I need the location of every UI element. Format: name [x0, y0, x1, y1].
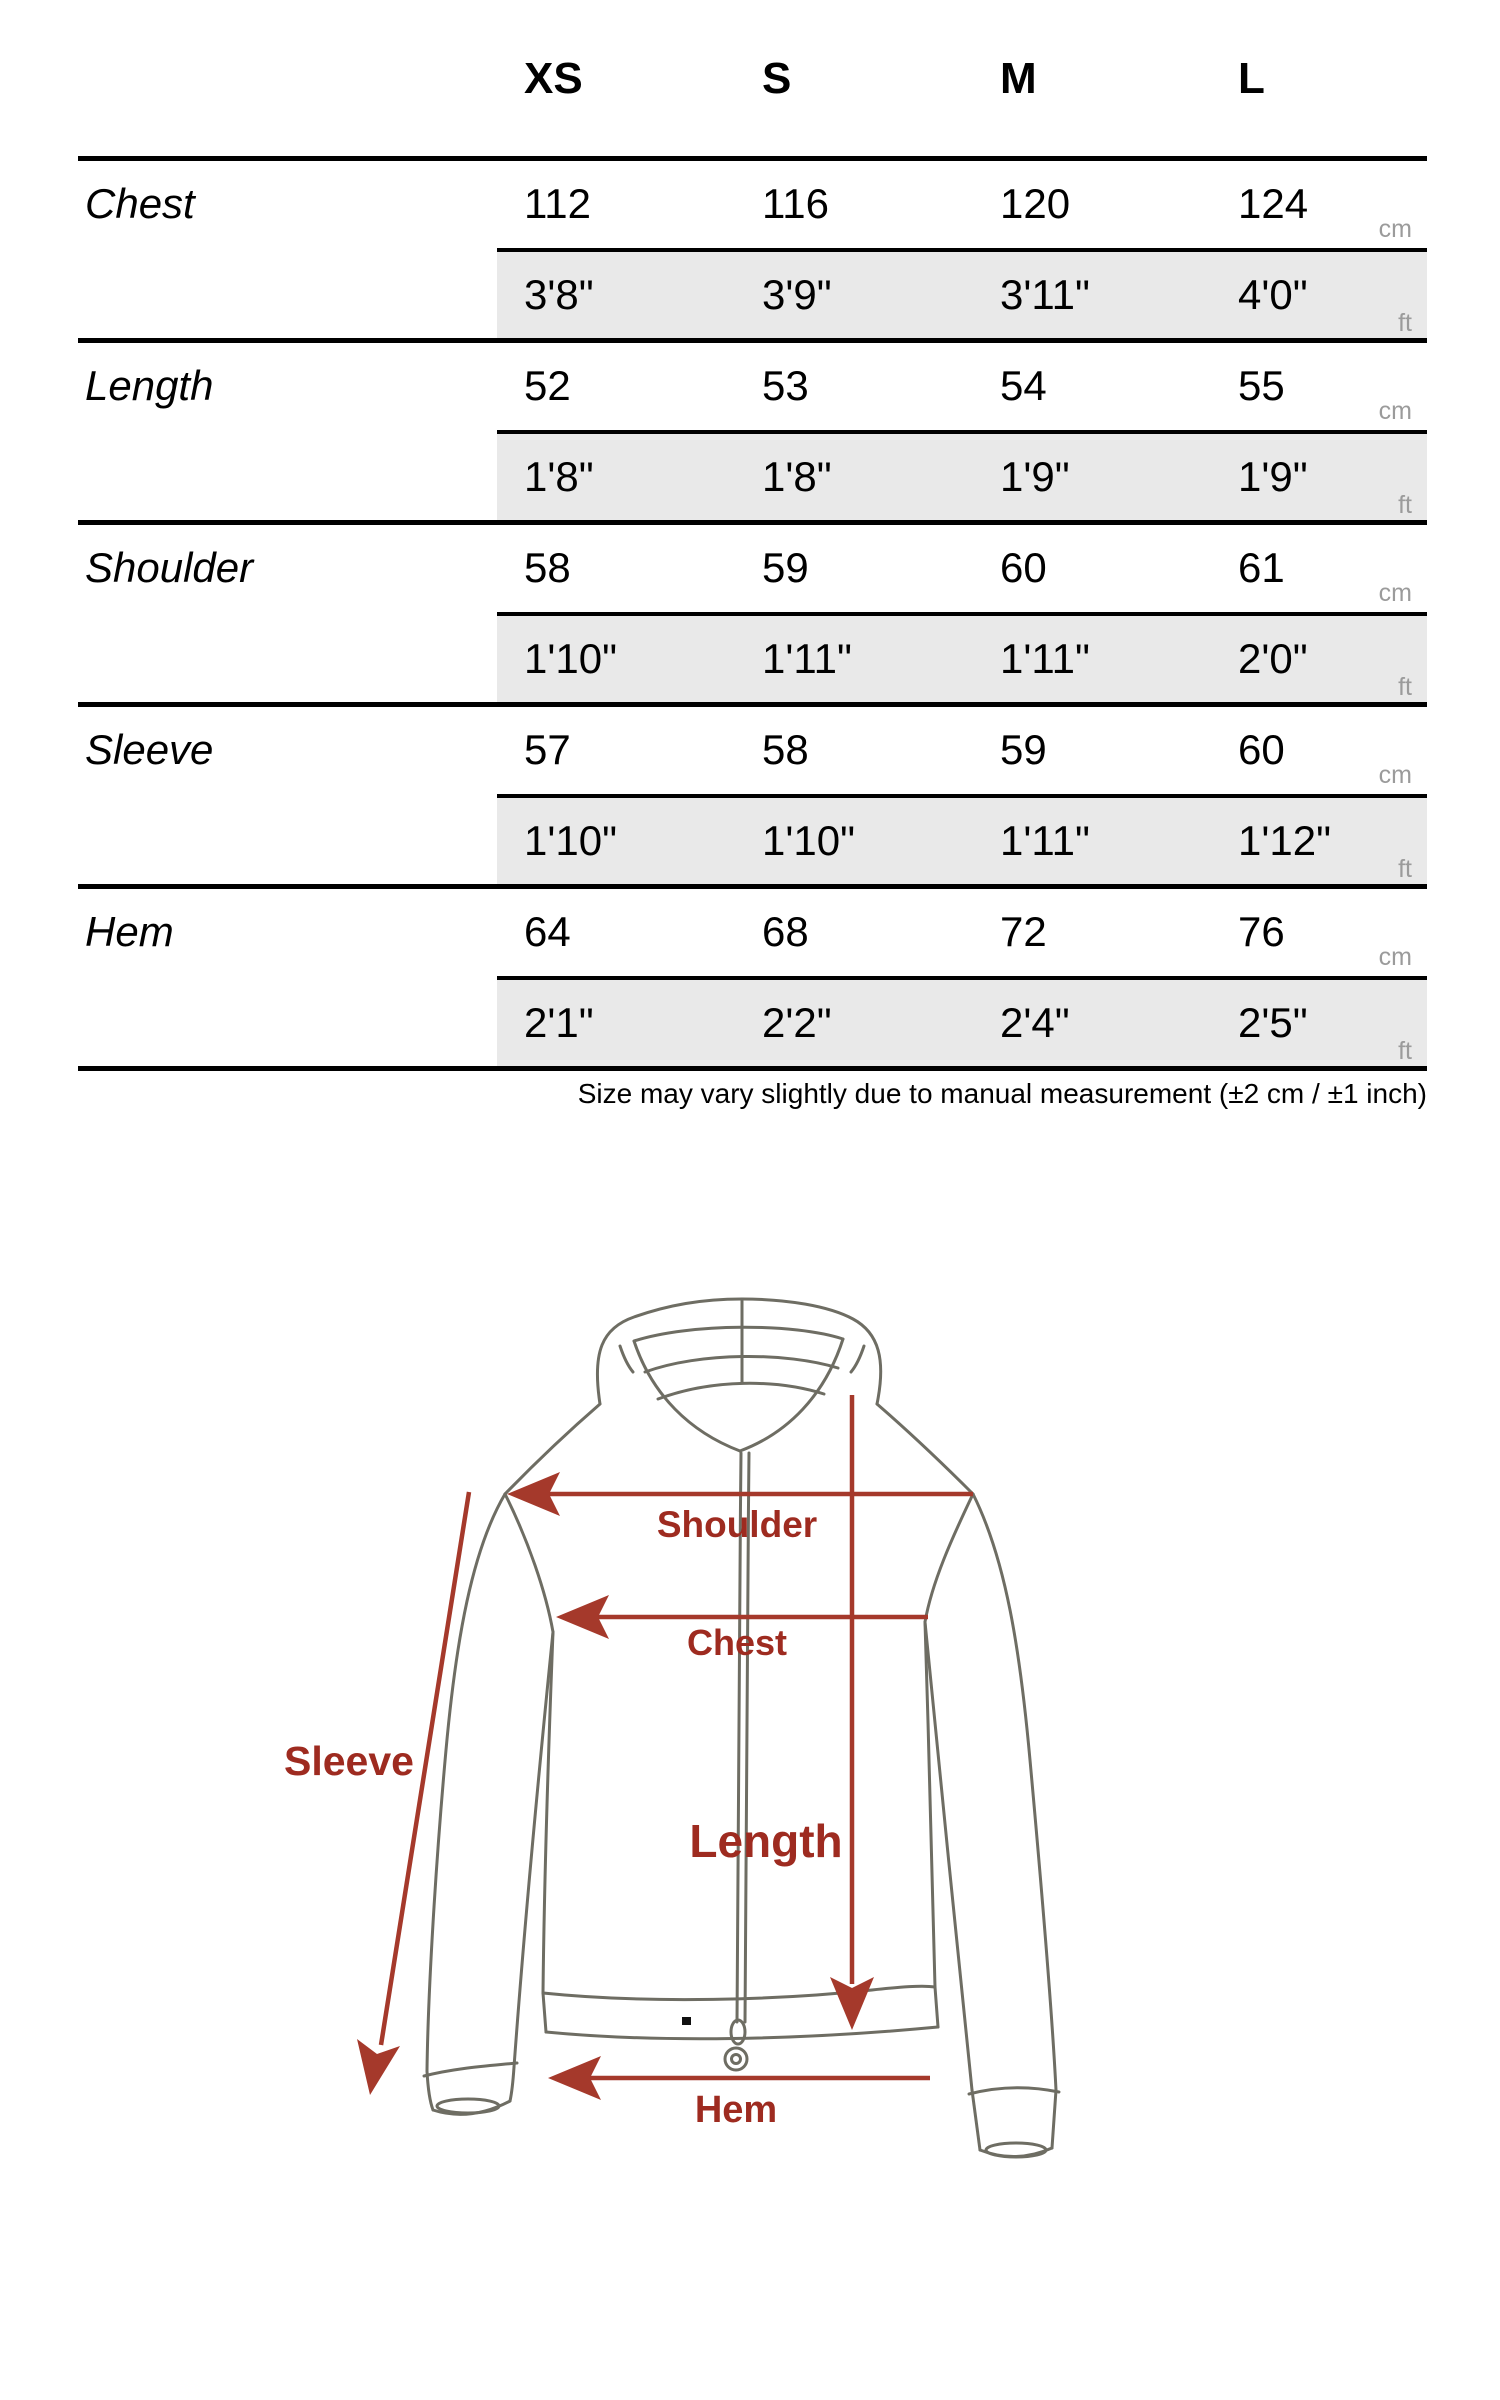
table-cell: 116 [762, 180, 829, 227]
unit-label-cm: cm [1378, 215, 1412, 243]
row-label-chest: Chest [85, 180, 195, 227]
row-label-sleeve: Sleeve [85, 726, 214, 773]
table-cell: 76 [1238, 908, 1285, 955]
table-cell: 53 [762, 362, 809, 409]
unit-label-ft: ft [1398, 855, 1412, 883]
diagram-label-chest: Chest [686, 1622, 788, 1663]
table-cell: 59 [1000, 726, 1047, 773]
table-cell: 3'9" [762, 271, 832, 318]
left-cuff-opening [437, 2099, 499, 2113]
diagram-label-shoulder: Shoulder [656, 1504, 818, 1545]
table-cell: 1'11" [762, 635, 852, 682]
table-cell: 2'4" [1000, 999, 1070, 1046]
table-cell: 1'12" [1238, 817, 1332, 864]
hoodie-measurement-diagram [0, 1250, 1500, 2400]
table-cell: 55 [1238, 362, 1285, 409]
unit-label-ft: ft [1398, 673, 1412, 701]
zipper-slider [731, 2020, 745, 2044]
zipper-pull-ring-hole [732, 2055, 741, 2064]
sleeve-arrow [357, 1492, 469, 2095]
table-cell: 1'10" [524, 817, 618, 864]
table-cell: 59 [762, 544, 809, 591]
table-cell: 52 [524, 362, 571, 409]
table-cell: 54 [1000, 362, 1047, 409]
unit-label-ft: ft [1398, 1037, 1412, 1065]
diagram-label-length: Length [689, 1815, 843, 1867]
table-cell: 1'9" [1000, 453, 1070, 500]
table-cell: 1'11" [1000, 635, 1090, 682]
table-cell: 64 [524, 908, 571, 955]
table-cell: 1'8" [762, 453, 832, 500]
row-label-hem: Hem [85, 908, 174, 955]
row-label-length: Length [85, 362, 214, 409]
diagram-label-hem: Hem [694, 2089, 778, 2131]
arrowhead-down-left-icon [357, 2039, 400, 2095]
arrowhead-down-icon [830, 1977, 874, 2030]
table-cell: 1'11" [1000, 817, 1090, 864]
measurement-annotations [284, 1395, 973, 2131]
table-cell: 72 [1000, 908, 1047, 955]
table-cell: 2'1" [524, 999, 594, 1046]
zipper-pull-ring [725, 2048, 747, 2070]
table-cell: 60 [1238, 726, 1285, 773]
diagram-label-sleeve: Sleeve [284, 1738, 414, 1784]
unit-label-cm: cm [1378, 579, 1412, 607]
right-cuff-opening [986, 2143, 1046, 2157]
table-cell: 4'0" [1238, 271, 1308, 318]
column-header-s: S [762, 54, 792, 103]
table-cell: 124 [1238, 180, 1309, 227]
table-cell: 3'8" [524, 271, 594, 318]
table-cell: 1'8" [524, 453, 594, 500]
measurement-disclaimer: Size may vary slightly due to manual measurement (±2 cm / ±1 inch) [577, 1078, 1427, 1109]
unit-label-ft: ft [1398, 491, 1412, 519]
table-cell: 2'5" [1238, 999, 1308, 1046]
table-cell: 120 [1000, 180, 1071, 227]
table-cell: 57 [524, 726, 571, 773]
table-cell: 1'9" [1238, 453, 1308, 500]
table-cell: 58 [524, 544, 571, 591]
row-label-shoulder: Shoulder [85, 544, 254, 591]
unit-label-ft: ft [1398, 309, 1412, 337]
column-header-l: L [1238, 54, 1265, 103]
table-cell: 2'2" [762, 999, 832, 1046]
unit-label-cm: cm [1378, 943, 1412, 971]
table-cell: 60 [1000, 544, 1047, 591]
column-header-xs: XS [524, 54, 583, 103]
table-cell: 58 [762, 726, 809, 773]
table-cell: 3'11" [1000, 271, 1090, 318]
table-cell: 68 [762, 908, 809, 955]
length-arrow [830, 1395, 874, 2030]
hoodie-outline [424, 1299, 1059, 2157]
table-cell: 2'0" [1238, 635, 1308, 682]
waistband-dot [682, 2017, 691, 2025]
table-cell: 61 [1238, 544, 1285, 591]
unit-label-cm: cm [1378, 761, 1412, 789]
column-header-m: M [1000, 54, 1037, 103]
table-cell: 1'10" [762, 817, 856, 864]
table-cell: 1'10" [524, 635, 618, 682]
table-cell: 112 [524, 180, 591, 227]
unit-label-cm: cm [1378, 397, 1412, 425]
